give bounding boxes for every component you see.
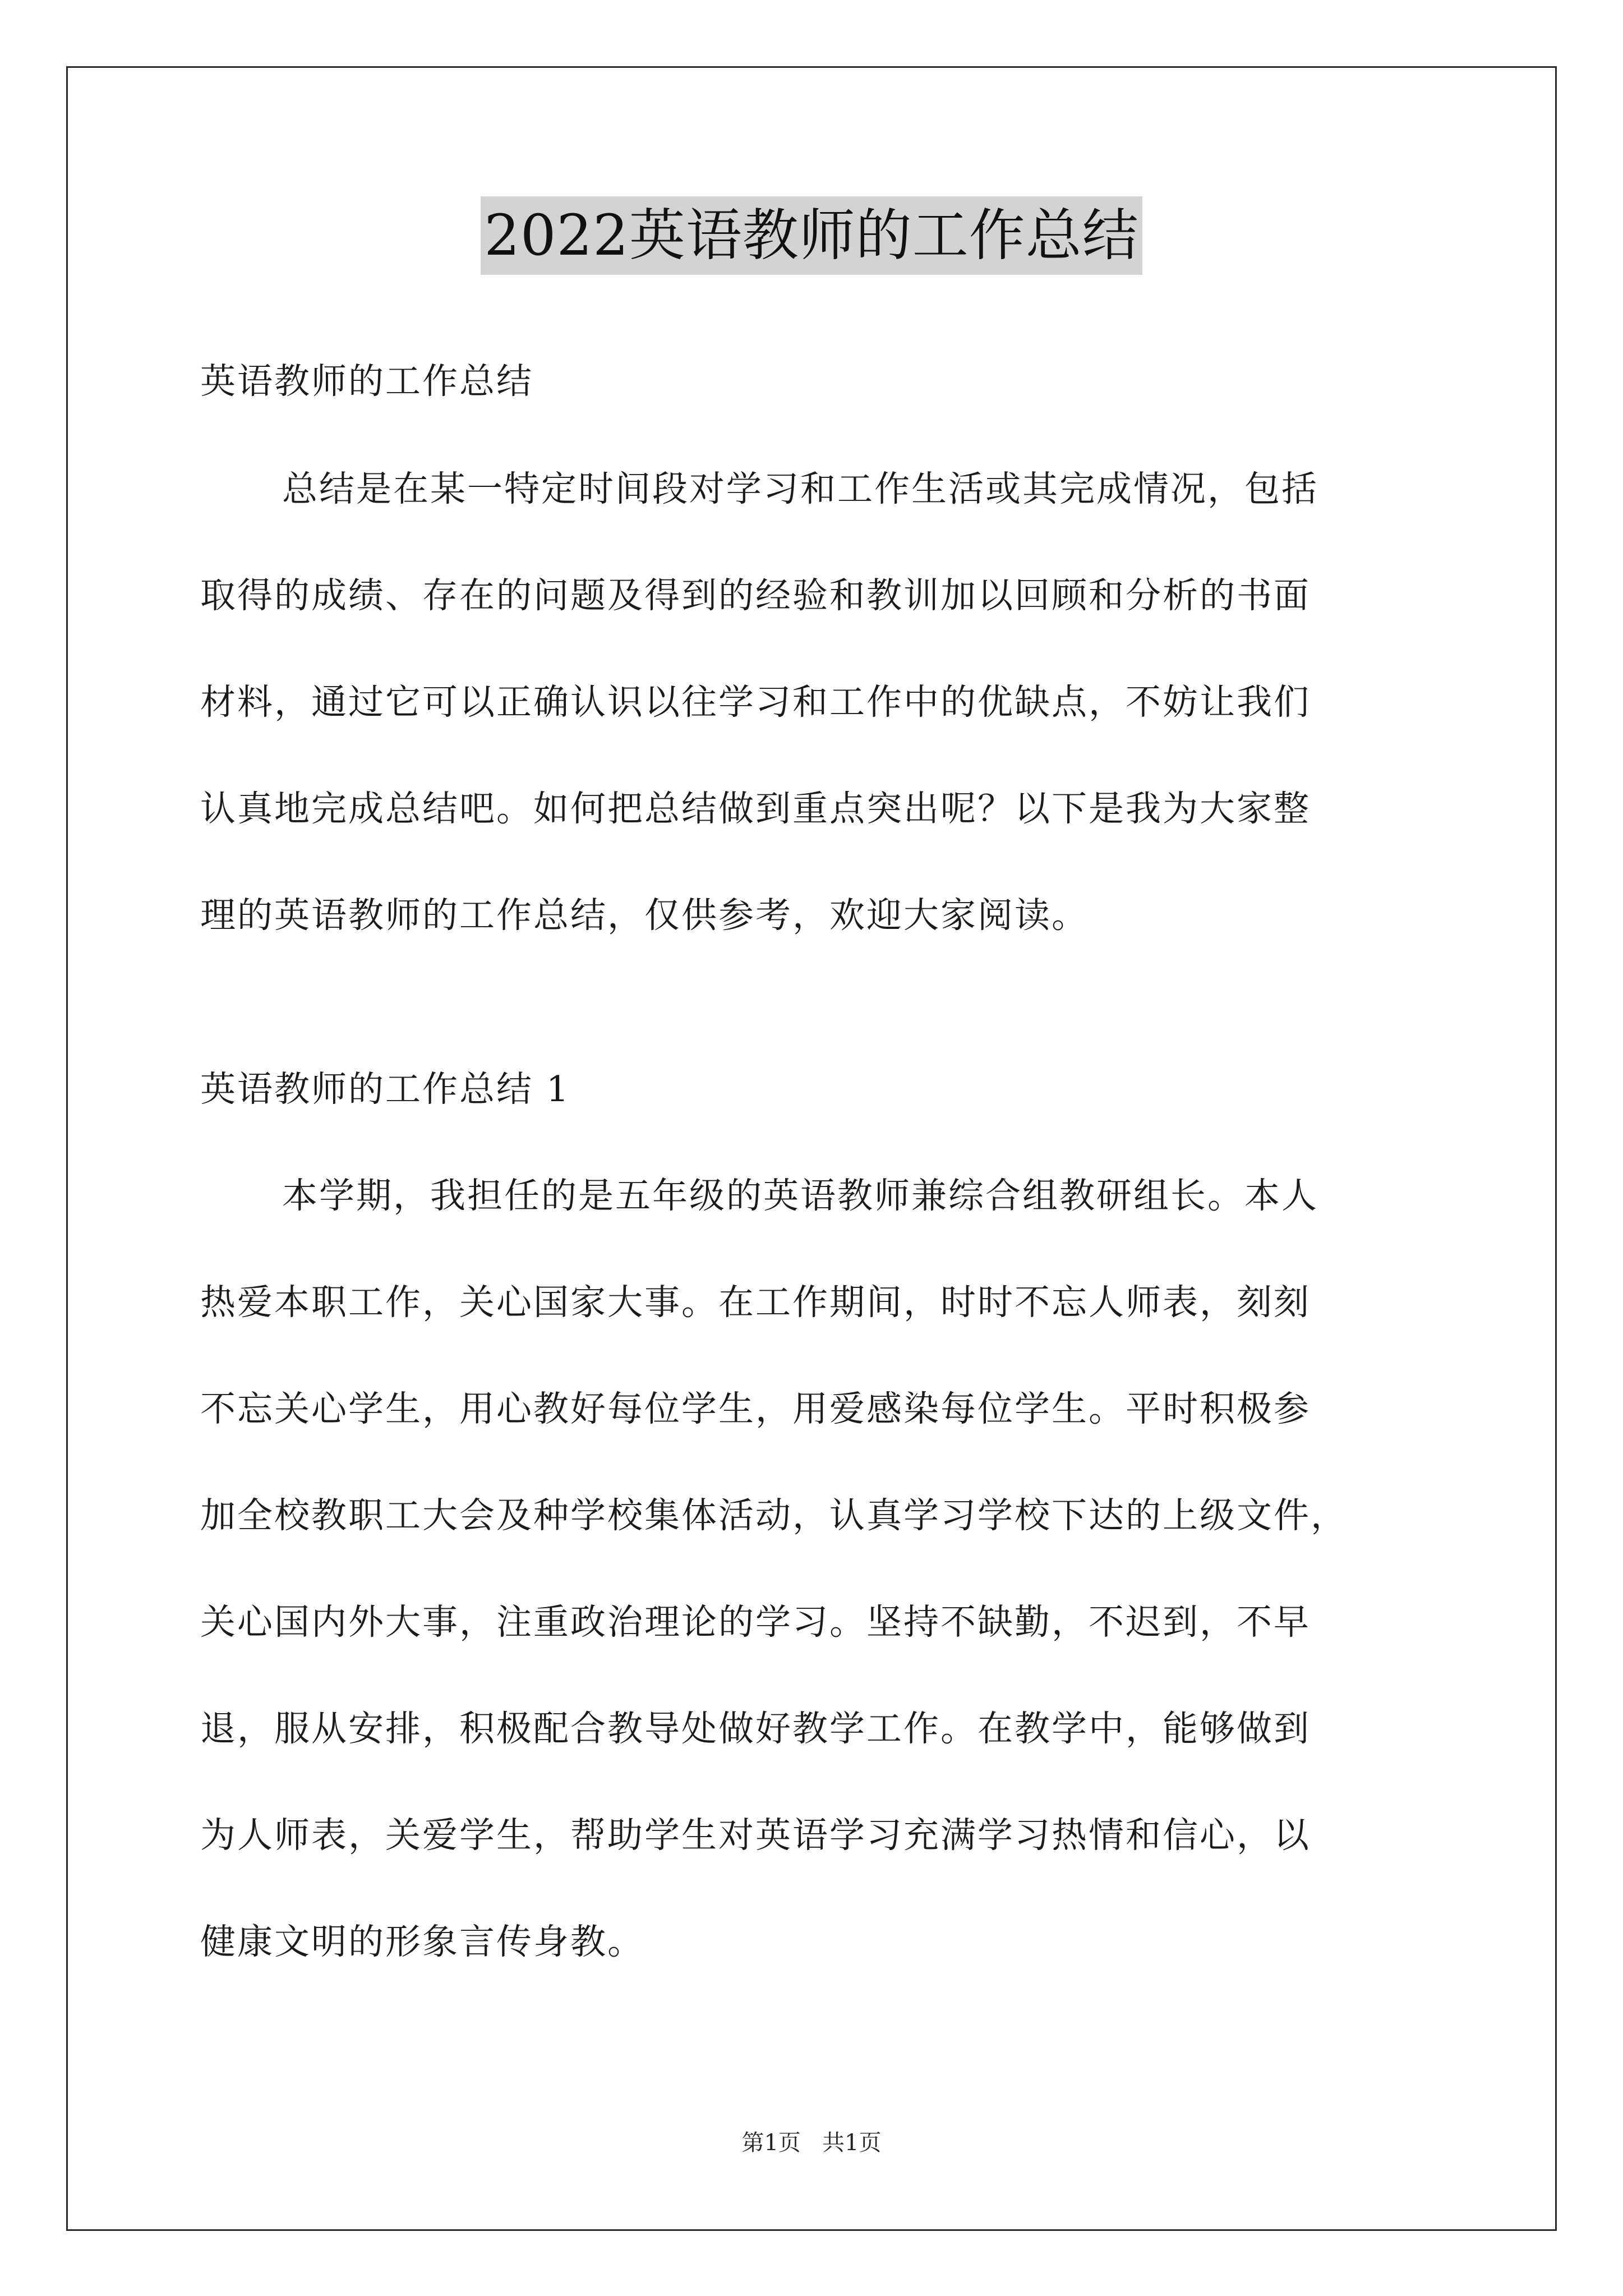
intro-line: 材料，通过它可以正确认识以往学习和工作中的优缺点，不妨让我们 <box>200 682 1311 723</box>
body-line: 不忘关心学生，用心教好每位学生，用爱感染每位学生。平时积极参 <box>200 1388 1311 1429</box>
subheading: 英语教师的工作总结 1 <box>200 1069 571 1110</box>
intro-line: 理的英语教师的工作总结，仅供参考，欢迎大家阅读。 <box>200 895 1089 936</box>
body-line: 热爱本职工作，关心国家大事。在工作期间，时时不忘人师表，刻刻 <box>200 1282 1311 1323</box>
body-line: 加全校教职工大会及种学校集体活动，认真学习学校下达的上级文件， <box>200 1495 1348 1536</box>
body-line: 退，服从安排，积极配合教导处做好教学工作。在教学中，能够做到 <box>200 1708 1311 1749</box>
title-area <box>0 196 1623 275</box>
body-line: 健康文明的形象言传身教。 <box>200 1921 644 1962</box>
section-heading: 英语教师的工作总结 <box>200 361 533 402</box>
body-line: 本学期，我担任的是五年级的英语教师兼综合组教研组长。本人 <box>282 1175 1318 1216</box>
page-footer: 第1页 共1页 <box>741 2130 882 2156</box>
body-line: 为人师表，关爱学生，帮助学生对英语学习充满学习热情和信心，以 <box>200 1815 1311 1856</box>
body-line: 关心国内外大事，注重政治理论的学习。坚持不缺勤，不迟到，不早 <box>200 1602 1311 1642</box>
intro-line: 认真地完成总结吧。如何把总结做到重点突出呢？以下是我为大家整 <box>200 788 1311 829</box>
intro-line: 取得的成绩、存在的问题及得到的经验和教训加以回顾和分析的书面 <box>200 575 1311 616</box>
intro-line: 总结是在某一特定时间段对学习和工作生活或其完成情况，包括 <box>282 468 1318 509</box>
document-title: 2022英语教师的工作总结 <box>481 196 1142 275</box>
